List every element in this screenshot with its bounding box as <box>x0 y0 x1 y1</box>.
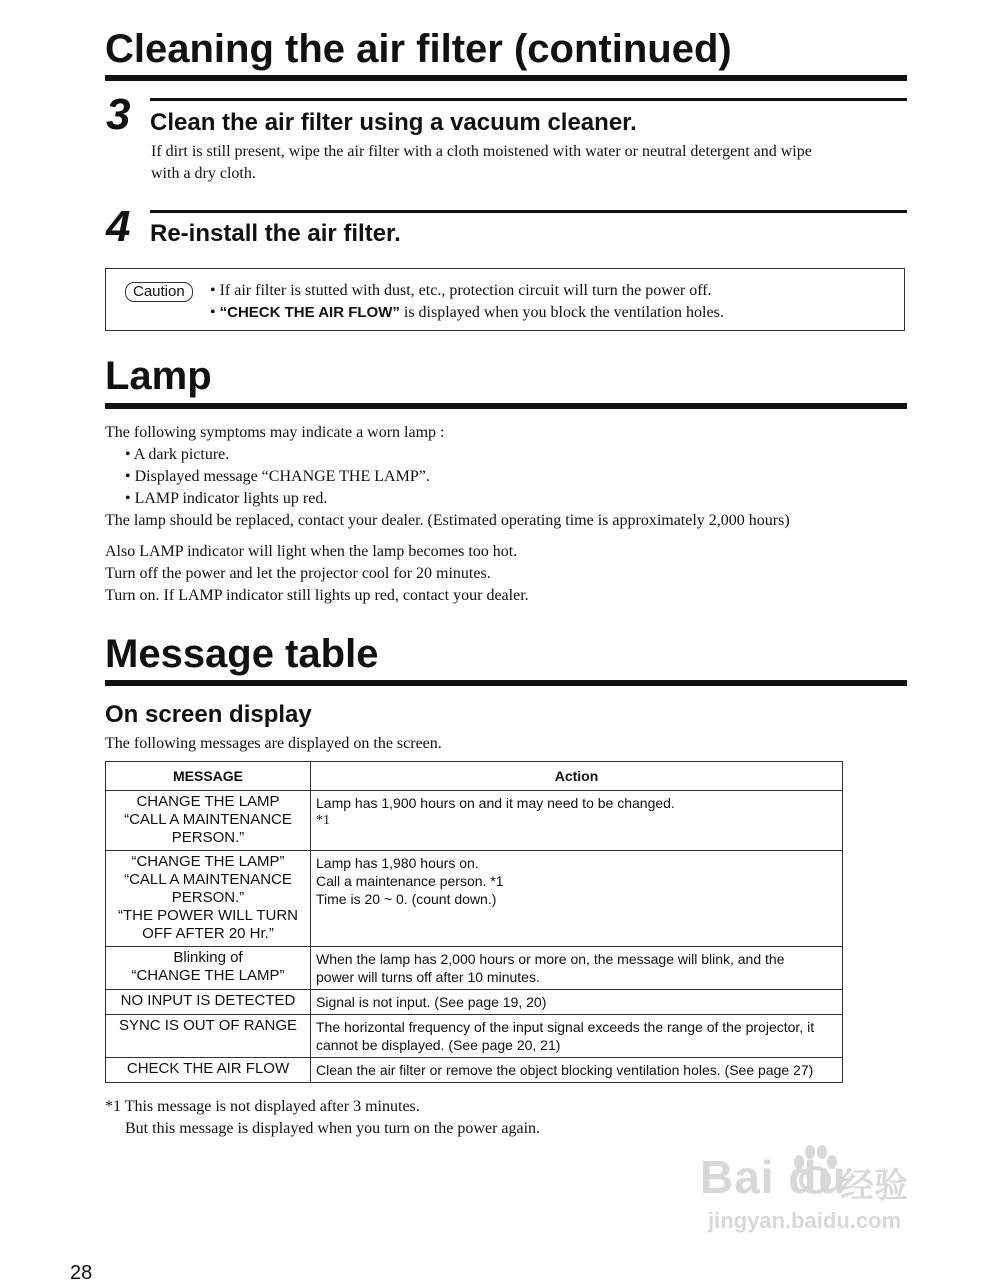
lamp-rule <box>105 403 907 409</box>
action-line: Signal is not input. (See page 19, 20) <box>316 994 547 1010</box>
action-cell <box>311 1015 843 1058</box>
lamp-hot-line-1: Also LAMP indicator will light when the lamp becomes too hot. <box>105 543 518 560</box>
message-table-title: Message table <box>105 632 379 676</box>
step-3-title: Clean the air filter using a vacuum cleaner. <box>150 109 637 136</box>
action-line: The horizontal frequency of the input signal exceeds the range of the projector, it <box>316 1019 815 1035</box>
action-line: Call a maintenance person. *1 <box>316 873 504 889</box>
action-cell <box>311 851 843 947</box>
table-row <box>106 990 843 1015</box>
step-3-body <box>151 141 812 185</box>
action-cell <box>311 990 843 1015</box>
lamp-bullet-list <box>125 444 430 510</box>
message-cell <box>106 851 311 947</box>
on-screen-display-subtitle: On screen display <box>105 701 312 728</box>
action-line: When the lamp has 2,000 hours or more on, the message will blink, and the <box>316 951 785 967</box>
message-cell <box>106 1058 311 1083</box>
caution-line-2 <box>210 302 724 323</box>
watermark-main: Bai du <box>700 1151 847 1203</box>
lamp-bullet-item: • LAMP indicator lights up red. <box>125 490 328 507</box>
message-cell <box>106 791 311 851</box>
action-line: Clean the air filter or remove the object blocking ventilation holes. (See page 27) <box>316 1062 814 1078</box>
message-line: NO INPUT IS DETECTED <box>120 992 296 1009</box>
message-line: “CALL A MAINTENANCE <box>124 811 292 828</box>
message-line: “CHANGE THE LAMP” <box>131 853 285 870</box>
page-number: 28 <box>70 1262 93 1284</box>
message-line: CHECK THE AIR FLOW <box>126 1060 290 1077</box>
action-cell <box>311 791 843 851</box>
lamp-intro: The following symptoms may indicate a worn lamp : <box>105 424 445 441</box>
table-row <box>106 851 843 947</box>
step-3-body-line-1: If dirt is still present, wipe the air filter with a cloth moistened with water or neutral detergent and wipe <box>151 143 812 160</box>
lamp-hot-text <box>105 541 529 607</box>
action-line: Time is 20 ~ 0. (count down.) <box>316 891 497 907</box>
table-row <box>106 947 843 990</box>
baidu-watermark <box>690 1140 950 1240</box>
table-row <box>106 791 843 851</box>
caution-line-2-bullet: • <box>210 304 220 321</box>
lamp-replace-text: The lamp should be replaced, contact your dealer. (Estimated operating time is approximately 2,000 hours) <box>105 512 790 529</box>
table-row <box>106 1015 843 1058</box>
lamp-bullet-item: • A dark picture. <box>125 446 230 463</box>
step-4-number: 4 <box>106 202 131 251</box>
action-line: cannot be displayed. (See page 20, 21) <box>316 1037 561 1053</box>
message-line: PERSON.” <box>171 829 245 846</box>
watermark-cn: 经验 <box>840 1167 908 1205</box>
caution-check-air-flow: “CHECK THE AIR FLOW” <box>219 304 400 321</box>
message-line: SYNC IS OUT OF RANGE <box>118 1017 298 1034</box>
action-cell <box>311 1058 843 1083</box>
message-line: PERSON.” <box>171 889 245 906</box>
step-3-body-line-2: with a dry cloth. <box>151 165 256 182</box>
message-table <box>105 761 843 1083</box>
action-line: Lamp has 1,980 hours on. <box>316 855 479 871</box>
message-line: “THE POWER WILL TURN <box>117 907 298 924</box>
title-rule <box>105 75 907 81</box>
action-line: Lamp has 1,900 hours on and it may need to be changed. <box>316 795 675 811</box>
caution-line-1: • If air filter is stutted with dust, etc., protection circuit will turn the power off. <box>210 282 712 299</box>
message-cell <box>106 1015 311 1058</box>
message-line: “CHANGE THE LAMP” <box>131 967 285 984</box>
message-cell <box>106 990 311 1015</box>
action-line: *1 <box>316 813 330 828</box>
footnote-line-2: But this message is displayed when you turn on the power again. <box>125 1120 541 1137</box>
message-table-rule <box>105 680 907 686</box>
action-line: power will turns off after 10 minutes. <box>316 969 540 985</box>
lamp-title: Lamp <box>105 354 212 398</box>
header-message: MESSAGE <box>106 762 311 791</box>
message-table-intro: The following messages are displayed on the screen. <box>105 735 442 752</box>
message-line: Blinking of <box>173 949 243 966</box>
table-header-row <box>106 762 843 791</box>
lamp-hot-line-3: Turn on. If LAMP indicator still lights up red, contact your dealer. <box>105 587 529 604</box>
header-action: Action <box>311 762 843 791</box>
lamp-hot-line-2: Turn off the power and let the projector cool for 20 minutes. <box>105 565 491 582</box>
page-title-air-filter: Cleaning the air filter (continued) <box>105 27 732 71</box>
action-cell <box>311 947 843 990</box>
footnote-line-1: *1 This message is not displayed after 3 minutes. <box>105 1098 420 1115</box>
step-3-number: 3 <box>106 90 131 139</box>
lamp-bullet-item: • Displayed message “CHANGE THE LAMP”. <box>125 468 430 485</box>
message-line: OFF AFTER 20 Hr.” <box>142 925 274 942</box>
message-line: CHANGE THE LAMP <box>136 793 280 810</box>
caution-line-2-rest: is displayed when you block the ventilation holes. <box>399 304 724 321</box>
message-line: “CALL A MAINTENANCE <box>124 871 292 888</box>
message-cell <box>106 947 311 990</box>
watermark-sub: jingyan.baidu.com <box>708 1208 902 1233</box>
caution-label: Caution <box>125 282 193 302</box>
step-4-rule <box>150 210 907 213</box>
step-4-title: Re-install the air filter. <box>150 220 401 247</box>
step-3-rule <box>150 98 907 101</box>
table-row <box>106 1058 843 1083</box>
